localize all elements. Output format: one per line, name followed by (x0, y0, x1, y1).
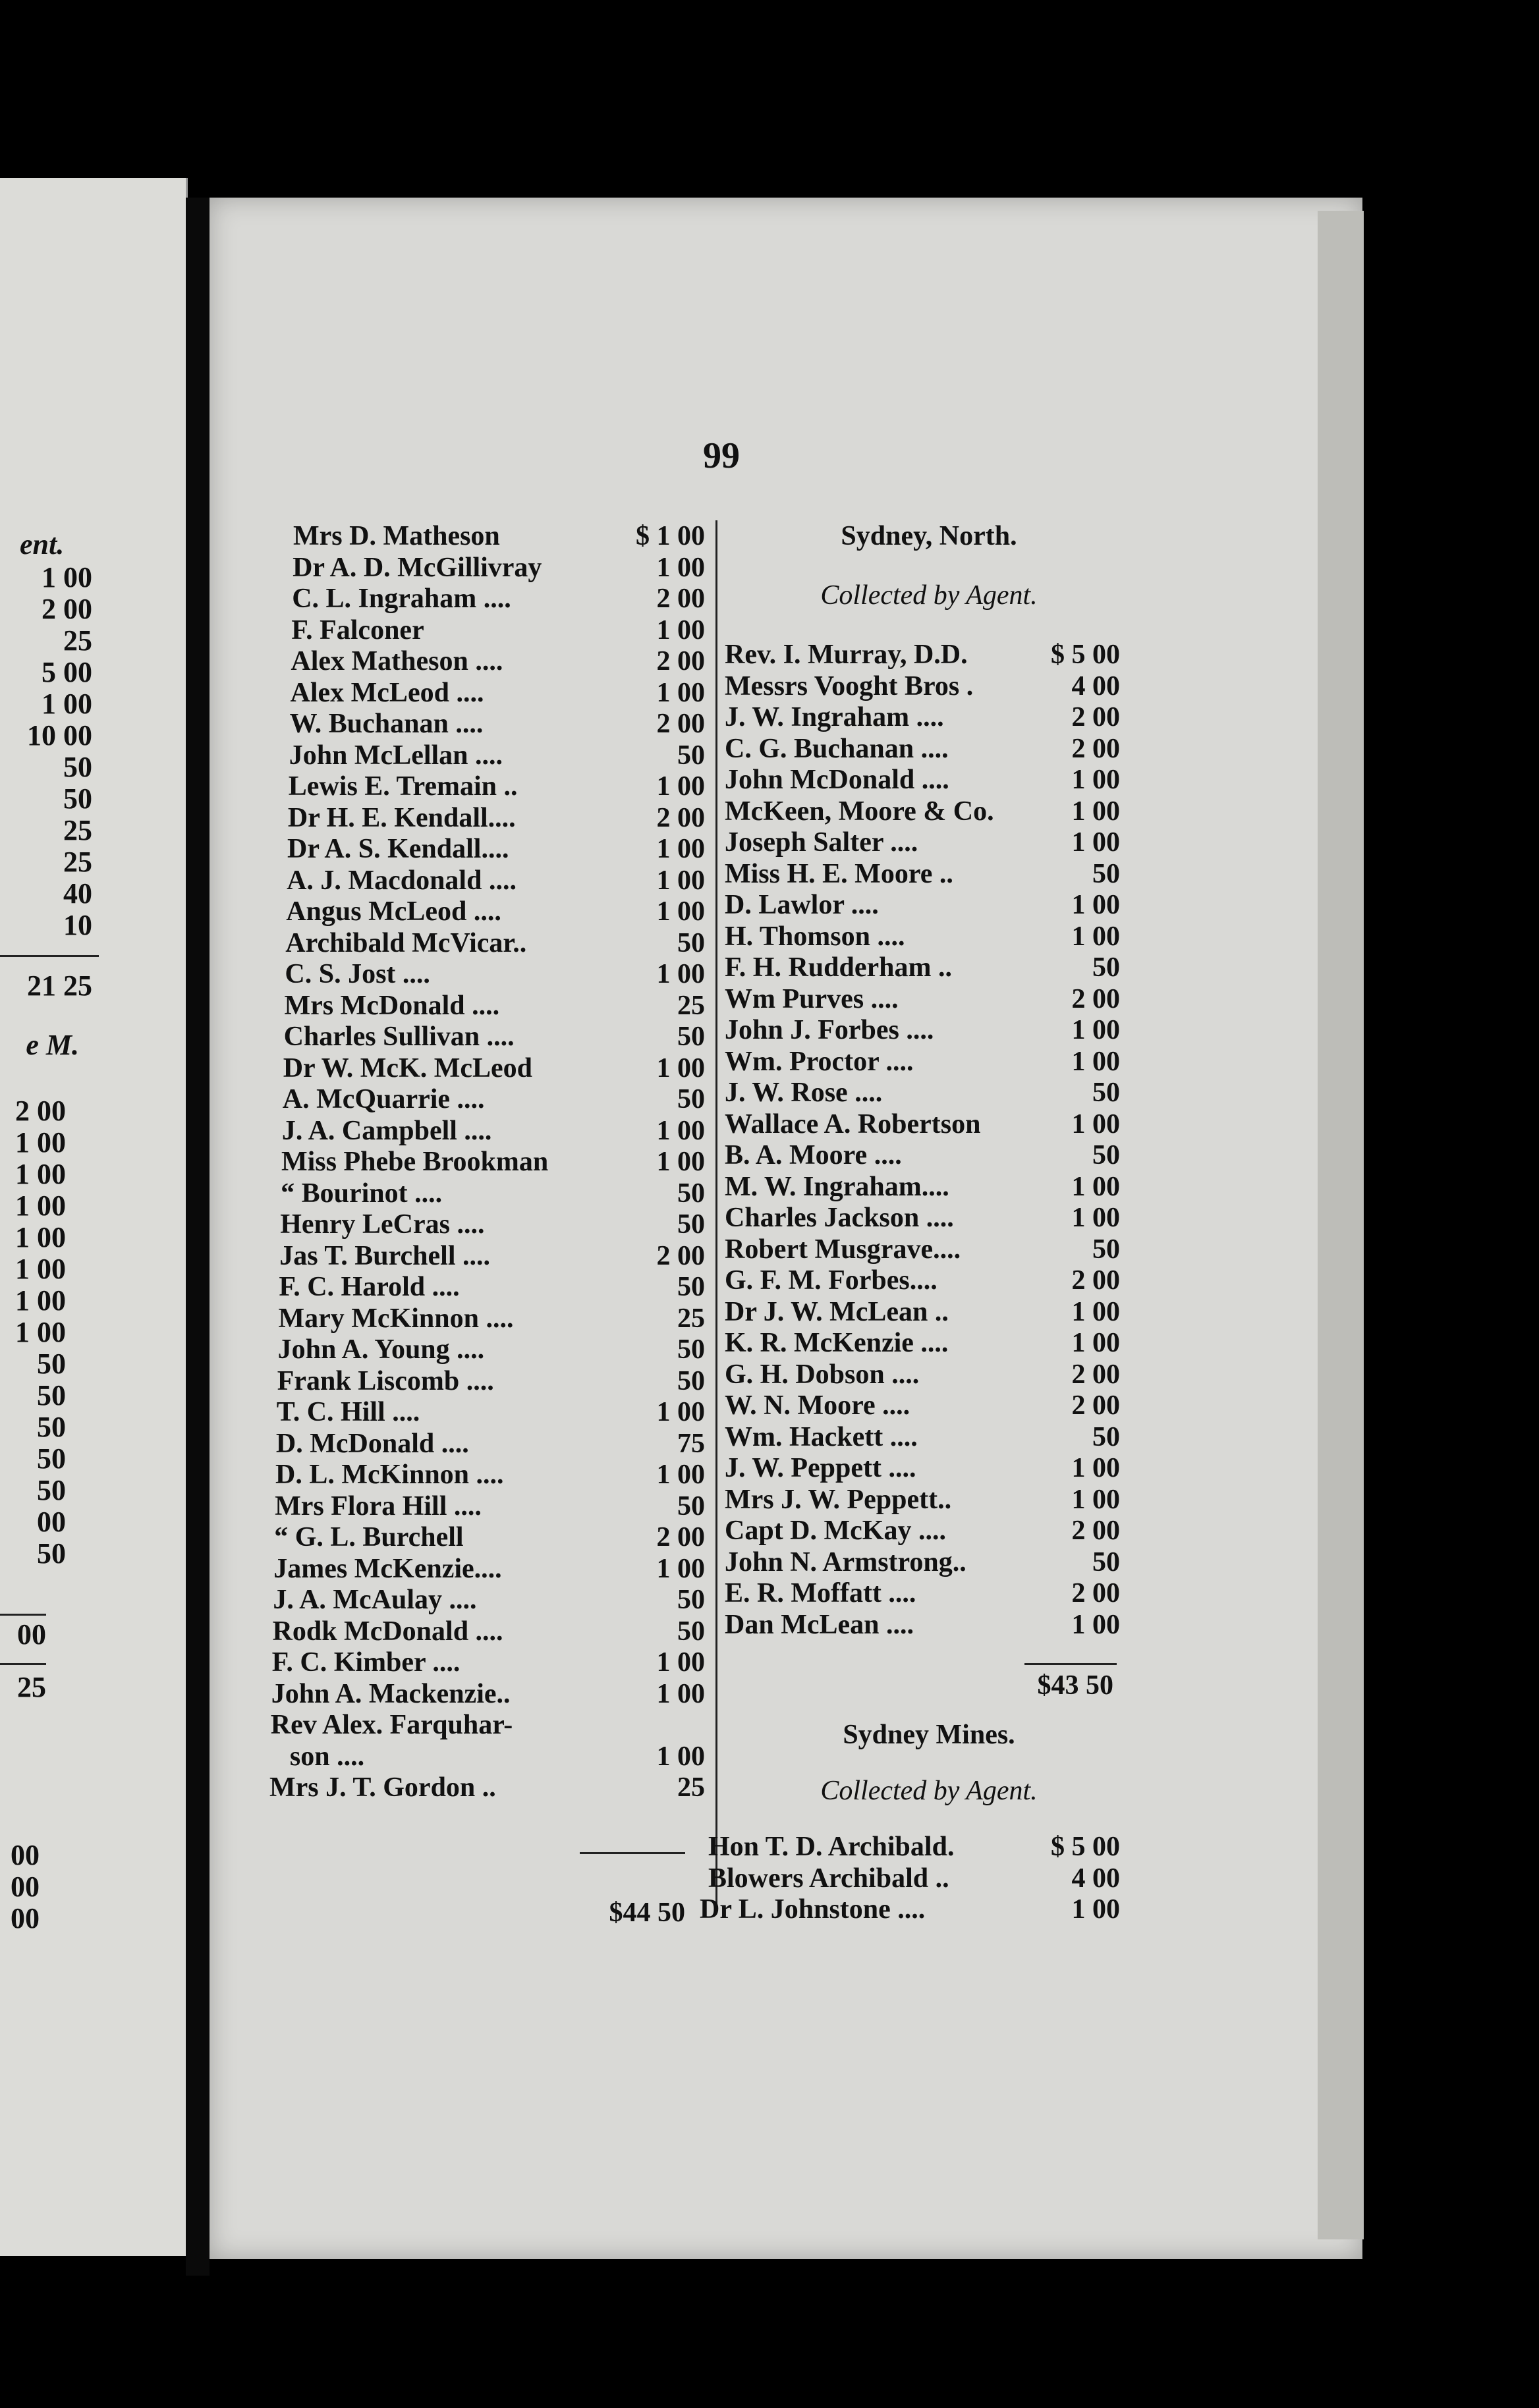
donor-row (282, 1115, 705, 1147)
donor-amount: 1 00 (1071, 1894, 1120, 1925)
left-page-amount: 1 00 (15, 1190, 66, 1222)
donor-amount: 1 00 (1071, 1453, 1120, 1483)
donor-name: J. W. Rose .... (725, 1078, 883, 1108)
donor-amount: 4 00 (1071, 670, 1120, 701)
left-page-amount: 2 00 (15, 1095, 66, 1127)
donor-name: Dr A. D. McGillivray (293, 552, 542, 583)
donor-amount: 1 00 (1071, 890, 1120, 920)
donor-name: Dr H. E. Kendall.... (287, 802, 516, 833)
donor-row (725, 733, 1120, 765)
donor-row (293, 552, 705, 584)
donor-row (725, 639, 1120, 670)
donor-amount: 1 00 (1071, 1108, 1120, 1139)
left-page-amount: 1 00 (15, 1284, 66, 1317)
donor-row (273, 1584, 705, 1616)
donor-amount: 50 (677, 1365, 705, 1396)
donor-amount: 50 (1092, 1078, 1120, 1108)
donor-row (287, 833, 705, 865)
donor-amount: 1 00 (656, 677, 705, 708)
left-page-amount: 50 (63, 782, 92, 815)
donor-row (290, 708, 705, 740)
donor-amount: $ 5 00 (1051, 1832, 1120, 1862)
donor-name: A. McQuarrie .... (282, 1084, 485, 1114)
donor-amount: 1 00 (656, 1053, 705, 1083)
donor-name: son .... (289, 1741, 365, 1772)
donor-amount: 50 (677, 1585, 705, 1615)
page-edge (1318, 211, 1364, 2239)
donor-amount: 1 00 (1071, 1484, 1120, 1515)
donor-row (281, 1146, 705, 1178)
donor-name: Dr J. W. McLean .. (725, 1296, 949, 1327)
donor-row (725, 701, 1120, 733)
donor-row (285, 958, 705, 990)
left-page-subtotal: 21 25 (27, 970, 92, 1002)
donor-name: B. A. Moore .... (725, 1140, 902, 1170)
donor-name: John A. Mackenzie.. (271, 1678, 511, 1709)
left-page-amount: 00 (11, 1839, 40, 1871)
donor-amount: 75 (677, 1428, 705, 1459)
donor-row (285, 990, 706, 1022)
donor-name: Angus McLeod .... (286, 896, 501, 927)
donor-name: Rev Alex. Farquhar- (270, 1710, 513, 1740)
left-page-amount: 00 (37, 1506, 66, 1538)
donor-amount: 1 00 (1071, 1609, 1120, 1640)
donor-amount: 1 00 (656, 1647, 705, 1678)
donor-amount: 50 (1092, 952, 1120, 983)
donor-name: Archibald McVicar.. (285, 927, 527, 958)
donor-name: H. Thomson .... (725, 921, 905, 952)
donor-name: C. L. Ingraham .... (292, 584, 511, 614)
donor-name: Rev. I. Murray, D.D. (725, 640, 968, 670)
donor-amount: $ 5 00 (1051, 640, 1120, 670)
donor-row (291, 677, 706, 709)
donor-amount: 50 (677, 1209, 705, 1240)
donor-amount: 4 00 (1071, 1863, 1120, 1894)
donor-row (725, 1202, 1120, 1234)
donor-row (725, 1327, 1120, 1359)
page-number: 99 (703, 435, 740, 476)
donor-amount: 1 00 (656, 771, 705, 802)
donor-row (725, 670, 1120, 702)
donor-name: C. G. Buchanan .... (725, 733, 949, 764)
donor-name: J. A. McAulay .... (273, 1585, 477, 1615)
donor-name: Wm. Hackett .... (725, 1421, 918, 1452)
donor-name: F. C. Harold .... (279, 1272, 460, 1302)
donor-row (279, 1240, 705, 1272)
donor-amount: 2 00 (1071, 702, 1120, 732)
donor-row (725, 1234, 1120, 1265)
donor-amount: 2 00 (1071, 1265, 1120, 1296)
donor-name: W. N. Moore .... (725, 1390, 910, 1421)
donor-row (725, 1546, 1120, 1578)
donor-row (725, 1046, 1120, 1078)
donor-row (279, 1303, 706, 1334)
donor-name: J. W. Peppett .... (725, 1453, 916, 1483)
donor-name: W. Buchanan .... (289, 709, 484, 739)
left-page-amount: 25 (63, 624, 92, 657)
donor-row (291, 615, 705, 646)
donor-amount: 1 00 (656, 1553, 705, 1584)
donor-amount: 2 00 (1071, 733, 1120, 764)
donor-name: Charles Sullivan .... (283, 1022, 515, 1052)
donor-row (725, 796, 1120, 827)
donor-amount: 2 00 (1071, 1516, 1120, 1546)
donor-row (725, 1139, 1120, 1171)
donor-amount: 1 00 (656, 1460, 705, 1490)
donor-amount: 25 (677, 1303, 705, 1334)
donor-row (277, 1365, 705, 1397)
donor-amount: 50 (677, 1334, 705, 1365)
left-page-amount: 1 00 (15, 1253, 66, 1285)
donor-name: James McKenzie.... (273, 1553, 502, 1584)
donor-name: Mrs Flora Hill .... (275, 1491, 482, 1521)
donor-row (278, 1334, 705, 1365)
donor-row (272, 1647, 705, 1678)
donor-name: D. Lawlor .... (725, 890, 879, 920)
left-page-section-tail: e M. (26, 1029, 79, 1061)
donor-amount: 1 00 (1071, 1046, 1120, 1077)
donor-row (293, 520, 705, 552)
section-title-sydney-north: Sydney, North. (841, 521, 1017, 551)
donor-row (725, 827, 1120, 858)
left-page-total: 00 (17, 1618, 46, 1651)
donor-name: John McDonald .... (725, 765, 949, 795)
donor-row (725, 1452, 1120, 1484)
donor-row (725, 889, 1120, 921)
donor-name: F. Falconer (291, 615, 424, 645)
donor-name: J. W. Ingraham .... (725, 702, 944, 732)
donor-name: Wallace A. Robertson (725, 1108, 981, 1139)
book-gutter (186, 198, 210, 2276)
donor-name: Alex McLeod .... (290, 677, 484, 708)
donor-name: Mrs J. T. Gordon .. (269, 1772, 496, 1803)
donor-row (274, 1521, 705, 1553)
left-page-amount: 1 00 (15, 1316, 66, 1348)
donor-row (725, 1421, 1120, 1453)
donor-row (725, 1077, 1120, 1108)
donor-amount: 1 00 (656, 1147, 705, 1177)
left-page-amount: 25 (17, 1671, 46, 1703)
donor-amount: 50 (677, 740, 705, 771)
left-page-amount: 50 (37, 1348, 66, 1380)
left-page-amount: 1 00 (15, 1221, 66, 1253)
donor-amount: 1 00 (1071, 827, 1120, 858)
donor-row (725, 1296, 1120, 1328)
donor-name: C. S. Jost .... (285, 959, 430, 989)
donor-row (290, 1741, 705, 1772)
donor-row (283, 1083, 705, 1115)
donor-row (700, 1894, 1120, 1925)
donor-name: McKeen, Moore & Co. (725, 796, 994, 827)
left-page-amount: 1 00 (15, 1126, 66, 1159)
left-page-amount: 1 00 (42, 688, 92, 720)
left-page-amount: 10 00 (27, 719, 92, 752)
donor-name: John N. Armstrong.. (725, 1546, 966, 1577)
donor-row (276, 1428, 705, 1460)
donor-name: M. W. Ingraham.... (725, 1171, 949, 1202)
donor-row (708, 1831, 1120, 1863)
donor-amount: 1 00 (656, 896, 705, 927)
donor-name: D. L. McKinnon .... (275, 1460, 504, 1490)
left-page-rule (0, 1614, 46, 1616)
donor-name: Henry LeCras .... (280, 1209, 485, 1240)
donor-amount: 2 00 (1071, 983, 1120, 1014)
donor-amount: 1 00 (656, 1397, 705, 1427)
total-rule-sydney-north (1024, 1663, 1117, 1665)
donor-name: John McLellan .... (289, 740, 503, 771)
donor-name: A. J. Macdonald .... (287, 865, 517, 896)
donor-row (725, 1484, 1120, 1516)
donor-row (725, 1171, 1120, 1203)
left-page-amount: 50 (37, 1442, 66, 1475)
donor-amount: 1 00 (656, 1678, 705, 1709)
donor-amount: 2 00 (656, 802, 705, 833)
left-page-amount: 2 00 (42, 593, 92, 625)
donor-amount: 1 00 (1071, 1328, 1120, 1358)
donor-row (273, 1616, 706, 1647)
donor-row (273, 1553, 705, 1585)
donor-amount: 50 (1092, 1421, 1120, 1452)
donor-row (725, 1609, 1120, 1641)
donor-amount: 50 (1092, 858, 1120, 889)
donor-name: Messrs Vooght Bros . (725, 670, 974, 701)
donor-amount: 50 (1092, 1140, 1120, 1170)
donor-name: Miss Phebe Brookman (281, 1147, 549, 1177)
donor-row (269, 1772, 705, 1803)
donor-row (725, 983, 1120, 1015)
donor-row (725, 1390, 1120, 1421)
donor-name: F. H. Rudderham .. (725, 952, 953, 983)
donor-name: “ G. L. Burchell (274, 1522, 464, 1552)
donor-row (283, 1053, 705, 1084)
donor-name: Dr L. Johnstone .... (700, 1894, 926, 1925)
donor-amount: 1 00 (656, 615, 705, 645)
donor-name: Robert Musgrave.... (725, 1234, 961, 1265)
donor-row (284, 1021, 705, 1053)
donor-amount: 1 00 (1071, 1015, 1120, 1045)
left-page-amount: 25 (63, 846, 92, 878)
donor-amount: 1 00 (1071, 1296, 1120, 1327)
donor-name: “ Bourinot .... (281, 1178, 443, 1209)
donor-row (281, 1178, 705, 1209)
donor-name: John A. Young .... (277, 1334, 485, 1365)
donor-row (286, 896, 705, 927)
total-rule-left-column (580, 1852, 685, 1854)
donor-row (725, 1359, 1120, 1390)
donor-row (725, 1577, 1120, 1609)
donor-name: Dr A. S. Kendall.... (287, 834, 509, 864)
left-page-amount: 1 00 (42, 561, 92, 593)
left-page-amount: 10 (63, 909, 92, 941)
donor-amount: 2 00 (1071, 1390, 1120, 1421)
donor-amount: 50 (677, 927, 705, 958)
donor-row (289, 740, 705, 771)
donor-row (285, 927, 705, 959)
donor-row (275, 1491, 705, 1522)
donor-row (287, 865, 705, 896)
left-page-amount: 1 00 (15, 1158, 66, 1190)
donor-name: Dr W. McK. McLeod (283, 1053, 533, 1083)
donor-name: F. C. Kimber .... (271, 1647, 461, 1678)
donor-name: E. R. Moffatt .... (725, 1578, 916, 1608)
donor-name: G. H. Dobson .... (725, 1359, 920, 1390)
donor-name: Lewis E. Tremain .. (288, 771, 518, 802)
donor-name: K. R. McKenzie .... (725, 1328, 949, 1358)
donor-amount: 50 (677, 1616, 705, 1647)
donor-name: Mrs D. Matheson (293, 521, 500, 551)
donor-amount: 2 00 (1071, 1578, 1120, 1608)
donor-name: D. McDonald .... (275, 1428, 469, 1459)
left-page-rule (0, 1663, 46, 1665)
donor-amount: 2 00 (656, 1240, 705, 1271)
left-page-amount: 50 (37, 1474, 66, 1506)
total-sydney-north: $43 50 (1037, 1670, 1113, 1701)
donor-amount: 2 00 (656, 646, 705, 676)
left-page-amount: 25 (63, 814, 92, 846)
donor-name: Wm Purves .... (725, 983, 899, 1014)
donor-name: Hon T. D. Archibald. (708, 1832, 955, 1862)
donor-amount: 1 00 (656, 834, 705, 864)
left-page-amount: 50 (37, 1411, 66, 1443)
donor-amount: 2 00 (656, 1522, 705, 1552)
donor-amount: 25 (677, 990, 705, 1021)
left-page-amount: 5 00 (42, 656, 92, 688)
section-subtitle-sydney-north: Collected by Agent. (820, 580, 1038, 611)
donor-row (279, 1271, 705, 1303)
donor-amount: 1 00 (1071, 921, 1120, 952)
donor-amount: 1 00 (1071, 1171, 1120, 1202)
donor-amount: 1 00 (656, 1115, 705, 1146)
donor-amount: 50 (677, 1178, 705, 1209)
donor-amount: 50 (677, 1022, 705, 1052)
left-page-header: ent. (20, 528, 65, 561)
donor-name: T. C. Hill .... (276, 1397, 420, 1427)
left-page-amount: 50 (37, 1379, 66, 1411)
donor-name: Charles Jackson .... (725, 1203, 954, 1233)
donor-amount: 25 (677, 1772, 705, 1803)
donor-name: Wm. Proctor .... (725, 1046, 914, 1077)
donor-name: John J. Forbes .... (725, 1015, 934, 1045)
column-divider (715, 520, 717, 1907)
donor-row (271, 1678, 705, 1710)
donor-name: Joseph Salter .... (725, 827, 918, 858)
donor-amount: 1 00 (1071, 1203, 1120, 1233)
donor-amount: 50 (1092, 1546, 1120, 1577)
donor-row (725, 1265, 1120, 1296)
section-title-sydney-mines: Sydney Mines. (843, 1720, 1015, 1750)
donor-row (725, 858, 1120, 890)
left-page-amount: 00 (11, 1902, 40, 1934)
donor-amount: 50 (677, 1491, 705, 1521)
donor-row (292, 583, 705, 615)
donor-row (708, 1863, 1120, 1894)
donor-amount: 1 00 (1071, 765, 1120, 795)
donor-name: Dan McLean .... (725, 1609, 914, 1640)
donor-amount: 1 00 (656, 552, 705, 583)
donor-row (289, 771, 705, 802)
left-page-fragment (0, 178, 188, 2256)
donor-amount: 1 00 (656, 959, 705, 989)
donor-amount: 2 00 (656, 584, 705, 614)
donor-row (288, 802, 705, 834)
donor-amount: 2 00 (656, 709, 705, 739)
donor-name: Blowers Archibald .. (708, 1863, 949, 1894)
donor-name: Mrs McDonald .... (284, 990, 500, 1021)
donor-amount: 50 (677, 1084, 705, 1114)
donor-row (280, 1209, 705, 1240)
donor-row (725, 921, 1120, 952)
donor-amount: 50 (1092, 1234, 1120, 1265)
donor-amount: $ 1 00 (636, 521, 705, 551)
left-page-amount: 00 (11, 1871, 40, 1903)
donor-name: Jas T. Burchell .... (279, 1240, 491, 1271)
left-page-amount: 50 (37, 1537, 66, 1570)
donor-row (271, 1709, 705, 1741)
donor-amount: 1 00 (656, 1741, 705, 1772)
donor-name: Alex Matheson .... (291, 646, 503, 676)
donor-row (725, 1014, 1120, 1046)
donor-name: Miss H. E. Moore .. (725, 858, 953, 889)
donor-row (277, 1396, 705, 1428)
donor-amount: 1 00 (1071, 796, 1120, 827)
left-page-amount: 40 (63, 877, 92, 910)
section-subtitle-sydney-mines: Collected by Agent. (820, 1776, 1038, 1806)
donor-row (725, 1108, 1120, 1140)
donor-name: Frank Liscomb .... (277, 1365, 494, 1396)
donor-row (275, 1459, 705, 1491)
donor-amount: 50 (677, 1272, 705, 1302)
donor-amount: 2 00 (1071, 1359, 1120, 1390)
left-page-rule (0, 955, 99, 957)
left-page-amount: 50 (63, 751, 92, 783)
donor-name: G. F. M. Forbes.... (725, 1265, 937, 1296)
donor-name: J. A. Campbell .... (281, 1115, 492, 1146)
donor-name: Mary McKinnon .... (278, 1303, 514, 1334)
donor-name: Rodk McDonald .... (272, 1616, 503, 1647)
donor-name: Capt D. McKay .... (725, 1516, 946, 1546)
donor-row (725, 952, 1120, 983)
donor-amount: 1 00 (656, 865, 705, 896)
donor-name: Mrs J. W. Peppett.. (725, 1484, 952, 1515)
donor-row (291, 645, 705, 677)
donor-row (725, 1515, 1120, 1546)
total-left-column: $44 50 (609, 1898, 685, 1928)
donor-row (725, 764, 1120, 796)
